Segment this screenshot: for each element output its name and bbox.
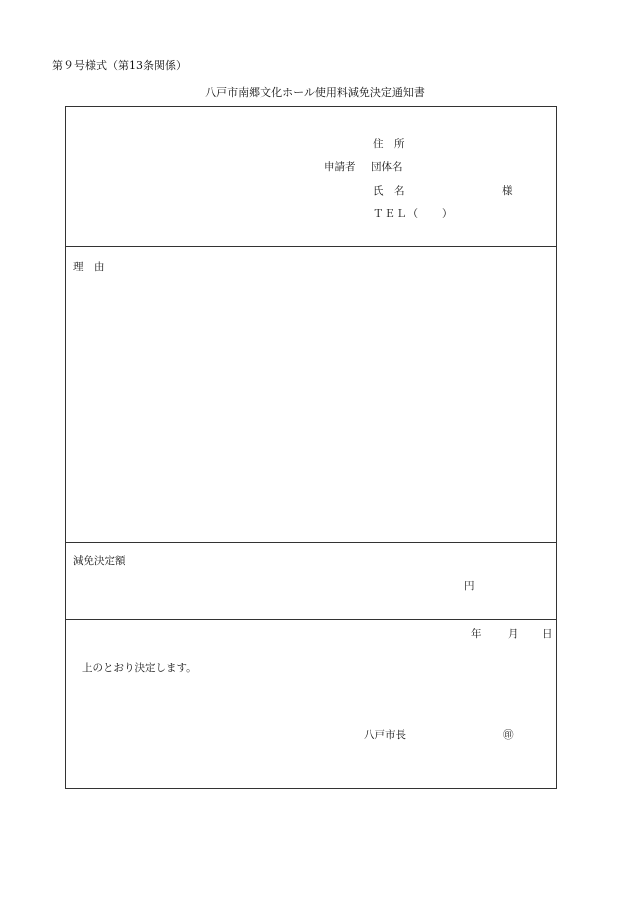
tel-label: ＴＥＬ（ ） (373, 208, 454, 220)
seal-icon: ㊞ (503, 729, 514, 741)
group-name-label: 団体名 (371, 161, 403, 173)
section-divider (66, 619, 556, 620)
exemption-amount-label: 減免決定額 (73, 555, 126, 567)
address-label: 住 所 (373, 138, 405, 150)
section-divider (66, 542, 556, 543)
form-frame (65, 106, 557, 789)
reason-label: 理 由 (73, 261, 105, 273)
year-label: 年 (471, 628, 482, 640)
applicant-label: 申請者 (324, 161, 356, 173)
honorific-label: 様 (502, 185, 513, 197)
section-divider (66, 246, 556, 247)
name-label: 氏 名 (373, 185, 405, 197)
day-label: 日 (542, 628, 553, 640)
yen-unit-label: 円 (464, 580, 475, 592)
form-number: 第９号様式（第13条関係） (52, 59, 187, 72)
document-title: 八戸市南郷文化ホール使用料減免決定通知書 (205, 86, 425, 99)
decision-statement: 上のとおり決定します。 (82, 662, 197, 674)
month-label: 月 (508, 628, 519, 640)
mayor-label: 八戸市長 (364, 729, 406, 741)
